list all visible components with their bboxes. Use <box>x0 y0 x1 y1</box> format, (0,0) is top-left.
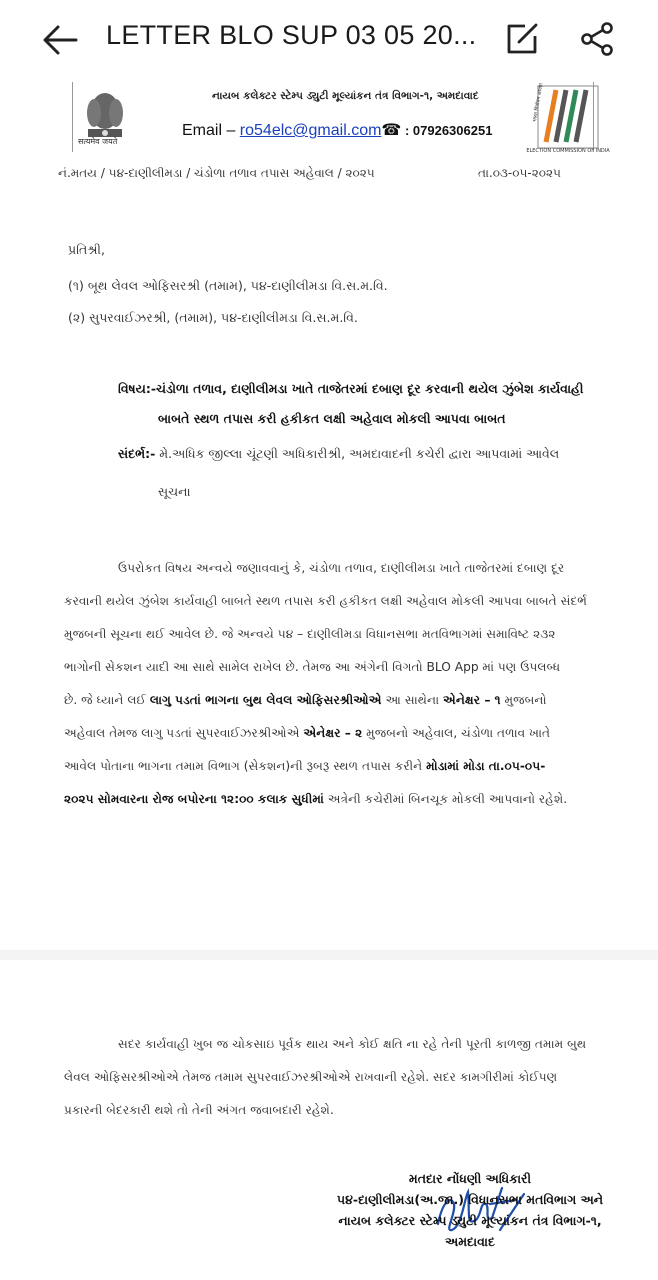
signatory-line-3: નાયબ કલેક્ટર સ્ટેમ્પ ડ્યુટી મૂલ્યાંકન તંત્ર વિભાગ-૧, <box>338 1213 602 1228</box>
closing-line-2: લેવલ ઓફિસરશ્રીઓએ તેમજ તમામ સુપરવાઈઝરશ્રીઓએ રાખવાની રહેશે. સદર કામગીરીમાં કોઈપણ <box>64 1070 558 1084</box>
body-line-6: અહેવાલ તેમજ લાગુ પડતાં સુપરવાઈઝરશ્રીઓએ એનેક્ષર – ૨ મુજબનો અહેવાલ, ચંડોળા તળાવ ખાતે <box>64 726 551 740</box>
reference-text: મે.અધિક જીલ્લા ચૂંટણી અધિકારીશ્રી, અમદાવાદની કચેરી દ્વારા આપવામાં આવેલ <box>155 446 560 461</box>
body-line-5: છે. જે ધ્યાને લઈ લાગુ પડતાં ભાગના બુથ લેવલ ઓફિસરશ્રીઓએ આ સાથેના એનેક્ષર – ૧ મુજબનો <box>64 693 547 707</box>
eci-text: ELECTION COMMISSION OF INDIA <box>526 148 610 154</box>
reference-number: નં.મતય / ૫૪-દાણીલીમડા / ચંડોળા તળાવ તપાસ અહેવાલ / ૨૦૨૫ <box>58 166 375 180</box>
recipient-1: (૧) બૂથ લેવલ ઓફિસરશ્રી (તમામ), ૫૪-દાણીલીમડા વિ.સ.મ.વિ. <box>68 278 388 293</box>
closing-line-1: સદર કાર્યવાહી ખુબ જ ચોકસાઇ પૂર્વક થાય અને કોઈ ક્ષતિ ના રહે તેની પૂરતી કાળજી તમામ બુથ <box>118 1037 587 1051</box>
reference-line-1 <box>118 446 559 462</box>
subject-line-1: વિષય:-ચંડોળા તળાવ, દાણીલીમડા ખાતે તાજેતરમાં દબાણ દૂર કરવાની થયેલ ઝુંબેશ કાર્યવાહી <box>118 381 584 396</box>
contact-line <box>182 120 492 140</box>
subject-line-2: બાબતે સ્થળ તપાસ કરી હકીકત લક્ષી અહેવાલ મોકલી આપવા બાબત <box>158 411 506 426</box>
back-arrow-icon[interactable] <box>40 22 80 58</box>
reference-line-2: સૂચના <box>158 484 191 499</box>
body-line-7: આવેલ પોતાના ભાગના તમામ વિભાગ (સેકશન)ની રૂબરૂ સ્થળ તપાસ કરીને મોડામાં મોડા તા.૦૫-૦૫- <box>64 759 546 773</box>
eci-hindi: भारत निर्वाचन आयोग <box>532 82 545 123</box>
share-icon[interactable] <box>580 22 614 56</box>
signatory-block <box>300 1168 640 1252</box>
body-line-1: ઉપરોકત વિષય અન્વયે જણાવવાનું કે, ચંડોળા તળાવ, દાણીલીમડા ખાતે તાજેતરમાં દબાણ દૂર <box>118 561 565 575</box>
reference-date: તા.૦૩-૦૫-૨૦૨૫ <box>478 166 561 180</box>
eci-logo-icon <box>526 82 610 154</box>
closing-line-3: પ્રકારની બેદરકારી થશે તો તેની અંગત જવાબદારી રહેશે. <box>64 1103 334 1117</box>
page-break <box>0 950 658 960</box>
signatory-line-4: અમદાવાદ <box>445 1234 495 1249</box>
email-link[interactable]: ro54elc@gmail.com <box>239 122 382 139</box>
app-bar <box>0 0 658 80</box>
body-line-3: મુજબની સૂચના થઈ આવેલ છે. જે અન્વયે ૫૪ – દાણીલીમડા વિધાનસભા મતવિભાગમાં સમાવિષ્ટ ૨૩૨ <box>64 627 556 641</box>
edit-icon[interactable] <box>505 22 539 56</box>
signatory-title: મતદાર નોંધણી અધિકારી <box>408 1171 532 1186</box>
emblem-caption: सत्यमेव जयते <box>78 137 118 146</box>
body-line-2: કરવાની થયેલ ઝુંબેશ કાર્યવાહી બાબતે સ્થળ તપાસ કરી હકીકત લક્ષી અહેવાલ મોકલી આપવા બાબતે સંદર્ભ <box>64 594 588 608</box>
reference-label: સંદર્ભ:- <box>118 446 156 461</box>
body-paragraph <box>64 552 612 816</box>
phone-number: : 07926306251 <box>401 123 493 138</box>
office-name: નાયબ કલેક્ટર સ્ટેમ્પ ડ્યુટી મૂલ્યાંકન તંત્ર વિભાગ-૧, અમદાવાદ <box>212 90 479 102</box>
body-line-4: ભાગોની સેકશન યાદી આ સાથે સામેલ રાખેલ છે. તેમજ આ અંગેની વિગતો BLO App માં પણ ઉપલબ્ધ <box>64 660 561 674</box>
signatory-line-2: ૫૪-દાણીલીમડા(અ.જા.) વિધાનસભા મતવિભાગ અને <box>336 1192 604 1207</box>
document-title: LETTER BLO SUP 03 05 20... <box>106 20 477 50</box>
body-line-8: ૨૦૨૫ સોમવારના રોજ બપોરના ૧૨:૦૦ કલાક સુધીમાં અત્રેની કચેરીમાં બિનચૂક મોકલી આપવાનો રહેશે. <box>64 792 568 806</box>
recipient-2: (૨) સુપરવાઈઝરશ્રી, (તમામ), ૫૪-દાણીલીમડા વિ.સ.મ.વિ. <box>68 310 358 325</box>
closing-paragraph <box>64 1028 612 1127</box>
document-page <box>0 80 658 1280</box>
email-label: Email – <box>182 122 240 139</box>
phone-icon: ☎ <box>381 122 402 139</box>
salutation: પ્રતિશ્રી, <box>68 242 105 257</box>
